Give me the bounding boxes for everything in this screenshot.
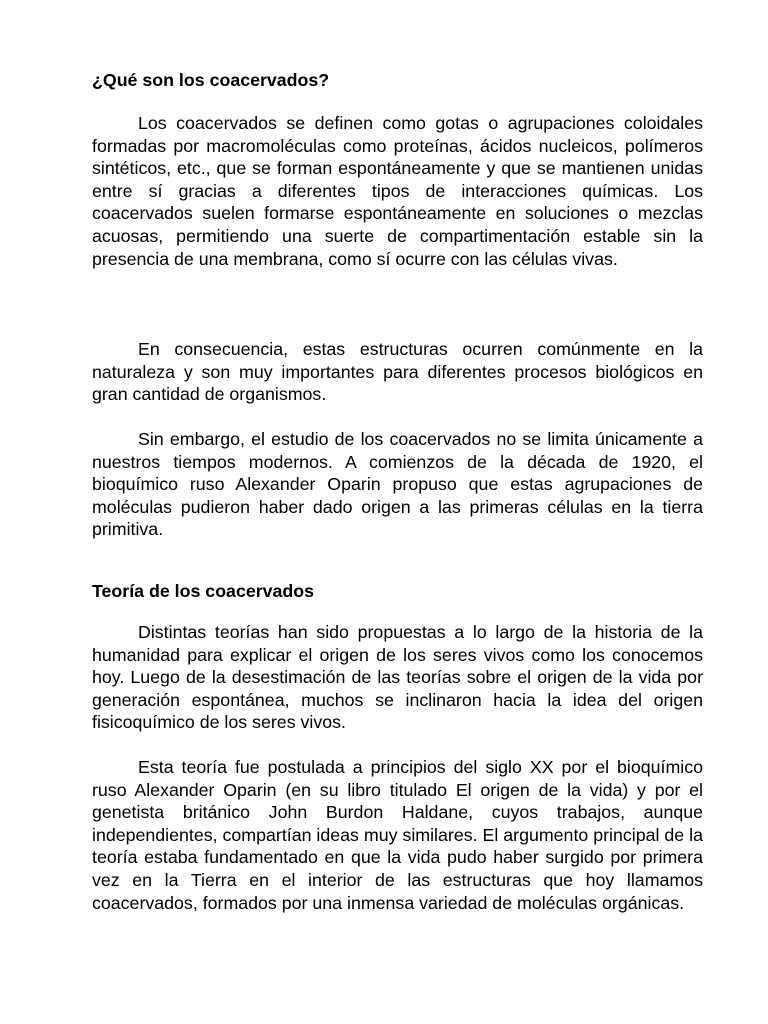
document-page bbox=[92, 0, 703, 1024]
section-heading-teoria: Teoría de los coacervados bbox=[92, 581, 315, 601]
paragraph-history: Sin embargo, el estudio de los coacervados no se limita únicamente a nuestros tiempos modernos. A comienzos de la década de 1920, el bioquímico ruso Alexander Oparin propuso que estas agrupaciones de moléculas pudieron haber dado origen a las primeras células en la tierra primitiva. bbox=[92, 429, 703, 540]
paragraph-oparin-haldane: Esta teoría fue postulada a principios del siglo XX por el bioquímico ruso Alexander Oparin (en su libro titulado El origen de la vida) y por el genetista británico John Burdon Haldane, cuyos trabajos, aunque independientes, compartían ideas muy similares. El argumento principal de la teoría estaba fundamentado en que la vida pudo haber surgido por primera vez en la Tierra en el interior de las estructuras que hoy llamamos coacervados, formados por una inmensa variedad de moléculas orgánicas. bbox=[92, 757, 703, 913]
paragraph-consequence: En consecuencia, estas estructuras ocurren comúnmente en la naturaleza y son muy importantes para diferentes procesos biológicos en gran cantidad de organismos. bbox=[92, 339, 703, 405]
paragraph-definition: Los coacervados se definen como gotas o agrupaciones coloidales formadas por macromoléculas como proteínas, ácidos nucleicos, polímeros sintéticos, etc., que se forman espontáneamente y que se mantienen unidas entre sí gracias a diferentes tipos de interacciones químicas. Los coacervados suelen formarse espontáneamente en soluciones o mezclas acuosas, permitiendo una suerte de compartimentación estable sin la presencia de una membrana, como sí ocurre con las células vivas. bbox=[92, 113, 703, 269]
section-heading-coacervados: ¿Qué son los coacervados? bbox=[92, 70, 330, 90]
paragraph-theories: Distintas teorías han sido propuestas a lo largo de la historia de la humanidad para explicar el origen de los seres vivos como los conocemos hoy. Luego de la desestimación de las teorías sobre el origen de la vida por generación espontánea, muchos se inclinaron hacia la idea del origen fisicoquímico de los seres vivos. bbox=[92, 622, 703, 733]
